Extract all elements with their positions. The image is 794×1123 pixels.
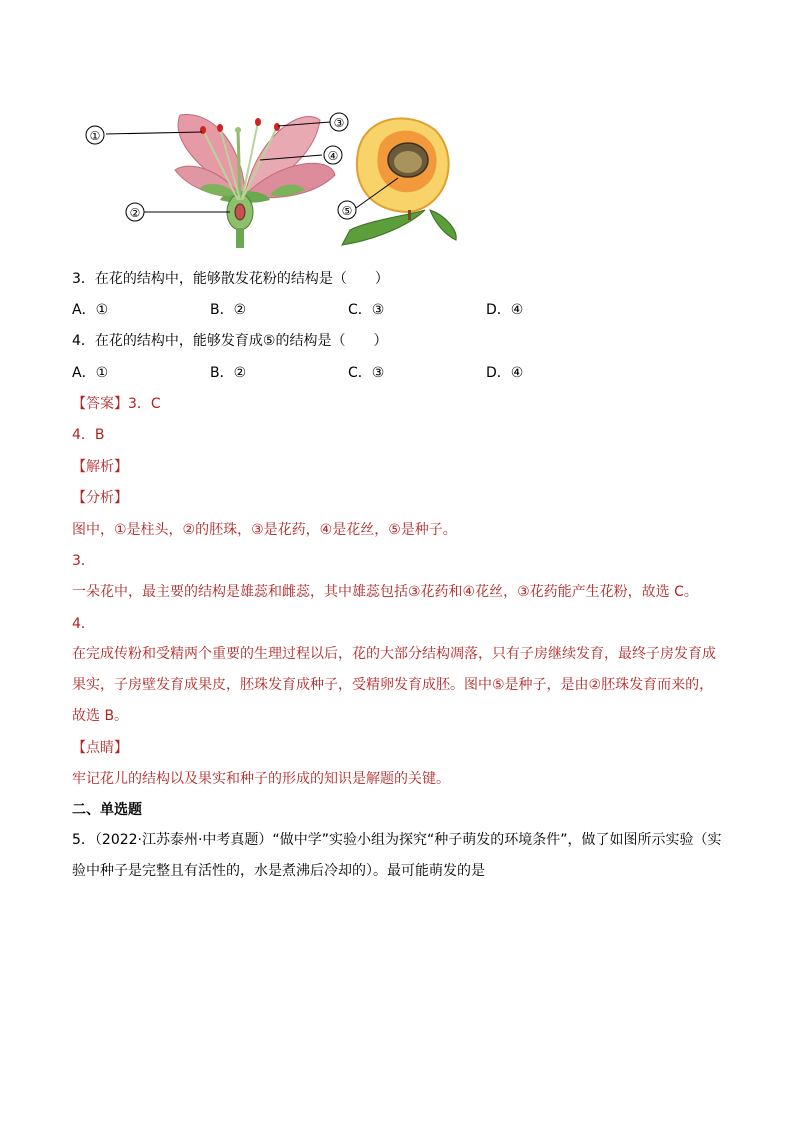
q3-option-c: C．③ <box>348 302 385 318</box>
flower-illustration <box>175 114 335 248</box>
q3-option-b: B．② <box>210 302 247 318</box>
dianjing-text: 牢记花儿的结构以及果实和种子的形成的知识是解题的关键。 <box>72 771 450 787</box>
q4-option-b: B．② <box>210 365 247 381</box>
explanation-3-text: 一朵花中，最主要的结构是雄蕊和雌蕊，其中雄蕊包括③花药和④花丝，③花药能产生花粉，故选 C。 <box>72 584 698 600</box>
section-title: 二、单选题 <box>72 802 142 818</box>
question-3-stem: 3．在花的结构中，能够散发花粉的结构是（ ） <box>72 271 389 287</box>
label-3: ③ <box>333 116 345 130</box>
fenxi-tag: 【分析】 <box>72 490 128 506</box>
label-1: ① <box>89 129 101 143</box>
analysis-tag: 【解析】 <box>72 459 128 475</box>
answer-line <box>72 394 161 414</box>
dianjing-tag: 【点睛】 <box>72 740 128 756</box>
answer-q3: 3．C <box>128 396 161 412</box>
q4-option-c: C．③ <box>348 365 385 381</box>
explanation-3-number: 3． <box>72 553 95 569</box>
question-5-stem: 5．（2022·江苏泰州·中考真题）“做中学”实验小组为探究“种子萌发的环境条件”，做了如图所示实验（实验中种子是完整且有活性的，水是煮沸后冷却的）。最可能萌发的是 <box>72 832 722 879</box>
label-4: ④ <box>327 149 339 163</box>
peach-illustration <box>342 118 456 245</box>
label-2: ② <box>129 206 141 220</box>
answer-q4: 4．B <box>72 427 105 443</box>
q3-option-d: D．④ <box>486 302 524 318</box>
answer-tag: 【答案】 <box>72 396 128 412</box>
flower-peach-figure <box>80 100 480 250</box>
explanation-4-number: 4． <box>72 616 95 632</box>
explanation-4-text: 在完成传粉和受精两个重要的生理过程以后，花的大部分结构凋落，只有子房继续发育，最终子房发育成果实，子房壁发育成果皮，胚珠发育成种子，受精卵发育成胚。图中⑤是种子，是由②胚珠发育而来的，故选 B。 <box>72 646 716 724</box>
label-5: ⑤ <box>341 204 353 218</box>
q4-option-d: D．④ <box>486 365 524 381</box>
q4-option-a: A．① <box>72 365 109 381</box>
question-4-stem: 4．在花的结构中，能够发育成⑤的结构是（ ） <box>72 333 388 349</box>
fenxi-text: 图中，①是柱头，②的胚珠，③是花药，④是花丝，⑤是种子。 <box>72 522 457 538</box>
q3-option-a: A．① <box>72 302 109 318</box>
